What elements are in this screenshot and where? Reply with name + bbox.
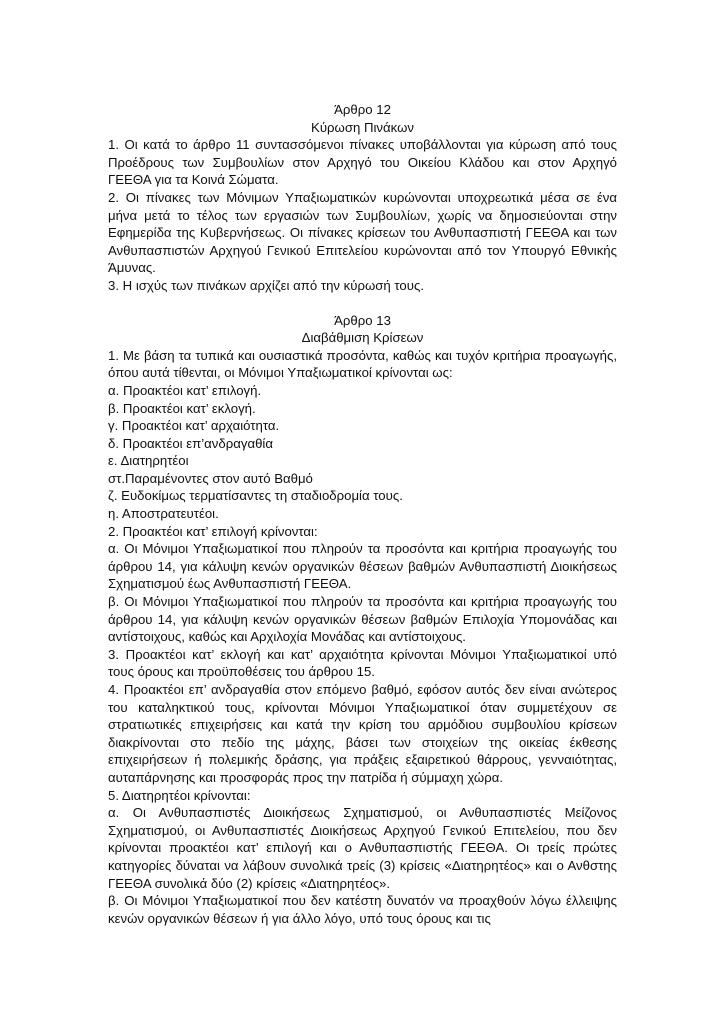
article-12-paragraph-3: 3. Η ισχύς των πινάκων αρχίζει από την κύρωσή τους. <box>108 277 424 293</box>
article-13-paragraph-2: 2. Προακτέοι κατ’ επιλογή κρίνονται: <box>108 523 318 539</box>
article-12-title: Κύρωση Πινάκων <box>311 119 414 135</box>
list-item: στ.Παραμένοντες στον αυτό Βαθμό <box>108 470 313 486</box>
list-item: η. Αποστρατευτέοι. <box>108 506 219 522</box>
article-13-paragraph-3: 3. Προακτέοι κατ’ εκλογή και κατ’ αρχαιότητα κρίνονται Μόνιμοι Υπαξιωματικοί υπό τους όρους και προϋποθέσεις του άρθρου 15. <box>108 646 617 680</box>
article-12-paragraph-1: 1. Οι κατά το άρθρο 11 συντασσόμενοι πίνακες υποβάλλονται για κύρωση από τους Προέδρους των Συμβουλίων στον Αρχηγό του Οικείου Κλάδου και στον Αρχηγό ΓΕΕΘΑ για τα Κοινά Σώματα. <box>108 137 617 188</box>
article-spacer <box>108 295 617 312</box>
list-item: ζ. Ευδοκίμως τερματίσαντες τη σταδιοδρομία τους. <box>108 488 403 504</box>
article-13-heading: Άρθρο 13 <box>334 312 391 328</box>
article-12-heading: Άρθρο 12 <box>334 102 391 117</box>
document-body <box>108 101 617 927</box>
article-13 <box>108 312 617 928</box>
article-13-paragraph-5a: α. Οι Ανθυπασπιστές Διοικήσεως Σχηματισμού, οι Ανθυπασπιστές Μείζονος Σχηματισμού, οι Ανθυπασπιστές Διοικήσεως Αρχηγού Γενικού Επιτελείου, που δεν κρίνονται προακτέοι κατ’ επιλογή και ο Ανθυπασπιστής ΓΕΕΘΑ. Οι τρείς πρώτες κατηγορίες δύναται να λάβουν συνολικά τρείς (3) κρίσεις «Διατηρητέος» και ο Ανθστης ΓΕΕΘΑ συνολικά δύο (2) κρίσεις «Διατηρητέος». <box>108 805 617 891</box>
list-item: β. Προακτέοι κατ’ εκλογή. <box>108 400 256 416</box>
article-13-paragraph-2b: β. Οι Μόνιμοι Υπαξιωματικοί που πληρούν τα προσόντα και κριτήρια προαγωγής του άρθρου 14, για κάλυψη κενών οργανικών θέσεων βαθμών Επιλοχία Υπομονάδας και αντίστοιχους, καθώς και Αρχιλοχία Μονάδας και αντίστοιχους. <box>108 594 617 645</box>
article-13-paragraph-2a: α. Οι Μόνιμοι Υπαξιωματικοί που πληρούν τα προσόντα και κριτήρια προαγωγής του άρθρου 14, για κάλυψη κενών οργανικών θέσεων βαθμών Ανθυπασπιστή Διοικήσεως Σχηματισμού έως Ανθυπασπιστή ΓΕΕΘΑ. <box>108 541 617 592</box>
article-13-title: Διαβάθμιση Κρίσεων <box>301 330 424 346</box>
article-13-paragraph-5b: β. Οι Μόνιμοι Υπαξιωματικοί που δεν κατέστη δυνατόν να προαχθούν λόγω έλλειψης κενών οργανικών θέσεων ή για άλλο λόγο, υπό τους όρους και τις <box>108 893 617 926</box>
list-item: ε. Διατηρητέοι <box>108 453 189 469</box>
list-item: α. Προακτέοι κατ’ επιλογή. <box>108 382 262 398</box>
article-13-paragraph-5: 5. Διατηρητέοι κρίνονται: <box>108 787 251 803</box>
article-13-paragraph-4: 4. Προακτέοι επ’ ανδραγαθία στον επόμενο βαθμό, εφόσον αυτός δεν είναι ανώτερος του καταληκτικού τους, κρίνονται Μόνιμοι Υπαξιωματικοί όταν συμμετέχουν σε στρατιωτικές επιχειρήσεις και κατά την κρίση του αρμόδιου συμβουλίου κρίσεων διακρίνονται στο πεδίο της μάχης, βάσει των στοιχείων της οικείας έκθεσης επιχειρήσεων ή πολεμικής δράσης, για πράξεις εξαιρετικού θάρρους, γενναιότητας, αυταπάρνησης και προσφοράς προς την πατρίδα ή σύμμαχη χώρα. <box>108 682 617 785</box>
article-13-paragraph-1: 1. Με βάση τα τυπικά και ουσιαστικά προσόντα, καθώς και τυχόν κριτήρια προαγωγής, όπου αυτά τίθενται, οι Μόνιμοι Υπαξιωματικοί κρίνονται ως: <box>108 347 617 381</box>
list-item: δ. Προακτέοι επ’ανδραγαθία <box>108 435 273 451</box>
grade-list <box>108 382 617 523</box>
article-12-paragraph-2: 2. Οι πίνακες των Μόνιμων Υπαξιωματικών κυρώνονται υποχρεωτικά μέσα σε ένα μήνα μετά το τέλος των εργασιών των Συμβουλίων, χωρίς να δημοσιεύονται στην Εφημερίδα της Κυβερνήσεως. Οι πίνακες κρίσεων του Ανθυπασπιστή ΓΕΕΘΑ και των Ανθυπασπιστών Αρχηγού Γενικού Επιτελείου κυρώνονται από τον Υπουργό Εθνικής Άμυνας. <box>108 189 617 276</box>
list-item: γ. Προακτέοι κατ’ αρχαιότητα. <box>108 418 280 434</box>
article-12 <box>108 101 617 295</box>
